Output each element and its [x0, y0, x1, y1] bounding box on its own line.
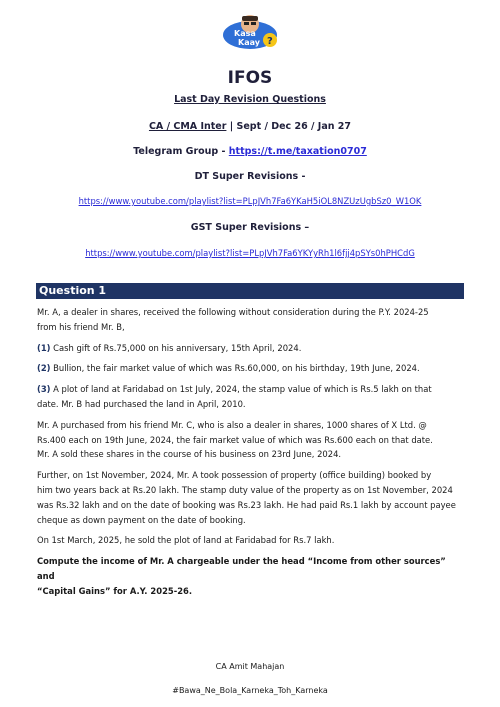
item-number: (2): [37, 363, 51, 374]
item-number: (3): [37, 384, 51, 395]
item-text: Cash gift of Rs.75,000 on his anniversary, 15th April, 2024.: [50, 342, 302, 353]
course-attempts: | Sept / Dec 26 / Jan 27: [226, 121, 352, 132]
item-text-continued: date. Mr. B had purchased the land in April, 2010.: [37, 398, 246, 409]
logo-question-mark: ?: [267, 36, 273, 47]
intro-line-2: from his friend Mr. B,: [37, 321, 125, 332]
paragraph-property: [37, 468, 465, 527]
logo-text-bottom: Kaay: [238, 38, 260, 47]
question-ask: [37, 554, 465, 598]
para2-line-3: Mr. A sold these shares in the course of his business on 23rd June, 2024.: [37, 449, 342, 460]
item-number: (1): [37, 342, 51, 353]
dt-playlist-line: [0, 196, 500, 206]
telegram-label: Telegram Group -: [133, 146, 229, 157]
paragraph-sale: On 1st March, 2025, he sold the plot of land at Faridabad for Rs.7 lakh.: [37, 535, 335, 546]
para2-line-1: Mr. A purchased from his friend Mr. C, who is also a dealer in shares, 1000 shares of X Ltd. @: [37, 419, 427, 430]
course-line: [0, 121, 500, 132]
paragraph-shares: [37, 418, 465, 462]
telegram-line: [0, 146, 500, 157]
gst-playlist-line: [0, 248, 500, 258]
ask-line-1: Compute the income of Mr. A chargeable under the head “Income from other sources” and: [37, 556, 446, 581]
question-body: [37, 305, 465, 605]
footer-hashtag: #Bawa_Ne_Bola_Karneka_Toh_Karneka: [172, 686, 328, 695]
page-subtitle: Last Day Revision Questions: [174, 94, 326, 105]
para3-line-4: cheque as down payment on the date of booking.: [37, 514, 246, 525]
telegram-link[interactable]: https://t.me/taxation0707: [228, 146, 367, 157]
para3-line-3: was Rs.32 lakh and on the date of booking was Rs.23 lakh. He had paid Rs.1 lakh by account payee: [37, 499, 456, 510]
logo-text-top: Kasa: [234, 29, 256, 38]
list-item-2: [37, 361, 465, 376]
item-text: Bullion, the fair market value of which was Rs.60,000, on his birthday, 19th June, 2024.: [50, 363, 420, 374]
gst-revisions-label: GST Super Revisions –: [190, 222, 310, 233]
intro-line-1: Mr. A, a dealer in shares, received the following without consideration during the P.Y. 2024-25: [37, 307, 429, 317]
item-text: A plot of land at Faridabad on 1st July, 2024, the stamp value of which is Rs.5 lakh on that: [50, 384, 432, 395]
course-name: CA / CMA Inter: [148, 121, 227, 132]
gst-playlist-link[interactable]: https://www.youtube.com/playlist?list=PLpJVh7Fa6YKYyRh1l6fjj4pSYs0hPHCdG: [85, 248, 415, 258]
para3-line-2: him two years back at Rs.20 lakh. The stamp duty value of the property as on 1st November, 2024: [37, 484, 453, 495]
page-title: IFOS: [227, 68, 273, 88]
para3-line-1: Further, on 1st November, 2024, Mr. A took possession of property (office building) booked by: [37, 470, 432, 481]
dt-revisions-label: DT Super Revisions -: [194, 171, 306, 182]
ask-line-2: “Capital Gains” for A.Y. 2025-26.: [37, 585, 193, 596]
kasa-kaay-logo: [220, 13, 280, 53]
para2-line-2: Rs.400 each on 19th June, 2024, the fair market value of which was Rs.600 each on that date.: [37, 434, 433, 445]
list-item-1: [37, 341, 465, 356]
footer-author: CA Amit Mahajan: [215, 662, 285, 671]
question-heading: Question 1: [36, 283, 464, 299]
list-item-3: [37, 382, 465, 412]
dt-playlist-link[interactable]: https://www.youtube.com/playlist?list=PLpJVh7Fa6YKaH5iOL8NZUzUgbSz0_W1OK: [78, 196, 422, 206]
question-intro: [37, 305, 465, 335]
